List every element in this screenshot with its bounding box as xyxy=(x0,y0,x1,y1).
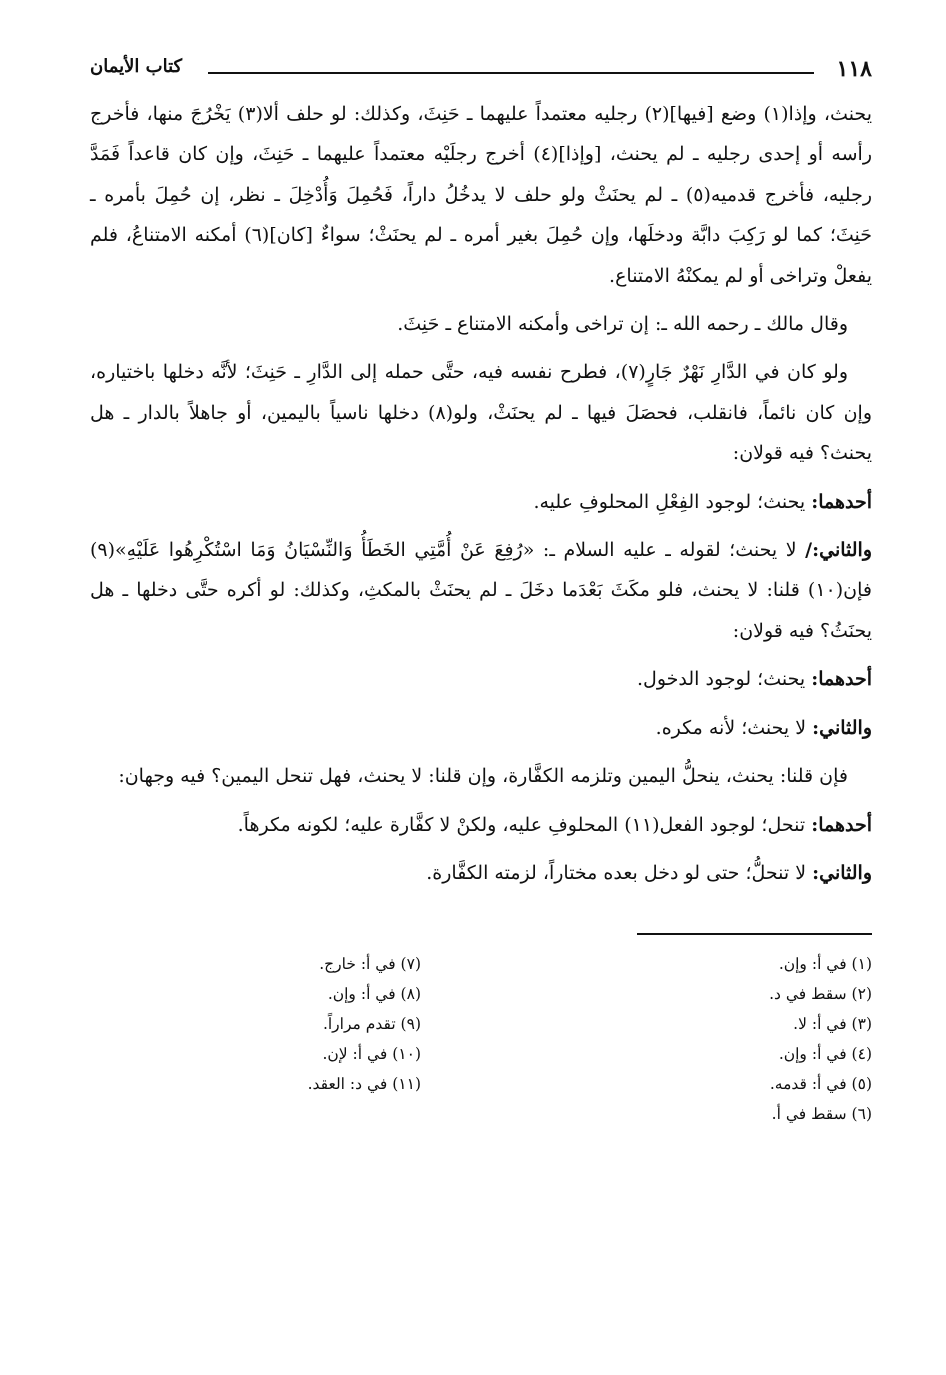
header-rule xyxy=(208,72,814,74)
footnotes-left-column xyxy=(90,949,421,1129)
paragraph-text: لا يحنث؛ لأنه مكره. xyxy=(655,716,813,739)
paragraph-text: يحنث؛ لوجود الدخول. xyxy=(637,668,812,691)
paragraph-text: لا يحنث؛ لقوله ـ عليه السلام ـ: «رُفِعَ عَنْ أُمَّتِي الخَطَأُ وَالنِّسْيَانُ وَمَا اسْتُكْرِهُوا عَلَيْهِ»(٩) فإن(١٠) قلنا: لا يحنث، فلو مكَثَ بَعْدَما دخَلَ ـ لم يحنَثْ بالمكثِ، وكذلك: لو أكره حتَّى دخلها ـ هل يحنَثُ؟ فيه قولان: xyxy=(90,539,872,642)
paragraph xyxy=(90,853,872,893)
paragraph-lead: والثاني: xyxy=(812,716,872,739)
paragraph-lead: والثاني:/ xyxy=(805,539,872,562)
page-number: ١١٨ xyxy=(836,56,872,82)
paragraph-text: وقال مالك ـ رحمه الله ـ: إن تراخى وأمكنه الامتناع ـ حَنِثَ. xyxy=(397,313,848,336)
paragraph xyxy=(90,756,872,796)
footnote: (٣) في أ: لا. xyxy=(793,1015,872,1034)
footnotes xyxy=(90,949,872,1129)
paragraph-text: ولو كان في الدَّارِ نَهْرٌ جَارٍ(٧)، فطرح نفسه فيه، حتَّى حمله إلى الدَّارِ ـ حَنِثَ؛ لأنَّه دخلها باختياره، وإن كان نائماً، فانقلب، فحصَلَ فيها ـ لم يحنَثْ، ولو(٨) دخلها ناسياً باليمين، أو جاهلاً بالدار ـ هل يحنث؟ فيه قولان: xyxy=(90,361,872,465)
footnote: (٨) في أ: وإن. xyxy=(327,985,421,1004)
footnote: (١) في أ: وإن. xyxy=(778,955,872,974)
paragraph-text: يحنث؛ لوجود الفِعْلِ المحلوفِ عليه. xyxy=(533,490,812,513)
paragraph-text: يحنث، وإذا(١) وضع [فيها](٢) رجليه معتمداً عليهما ـ حَنِثَ، وكذلك: لو حلف ألا(٣) يَخْرُجَ منها، فأخرج رأسه أو إحدى رجليه ـ لم يحنث، [وإذا](٤) أخرج رجلَيْه معتمداً عليهما ـ حَنِثَ، وإن كان قاعداً فَمَدَّ رجليه، فأخرج قدميه(٥) ـ لم يحنَثْ ولو حلف لا يدخُلُ داراً، فَحُمِلَ وَأُدْخِلَ ـ نظر، إن حُمِلَ بأمره ـ حَنِثَ؛ كما لو رَكِبَ دابَّة ودخلَها، وإن حُمِلَ بغير أمره ـ لم يحنَثْ؛ سواءٌ [كان](٦) أمكنه الامتناعُ، فلم يفعلْ وتراخى أو لم يمكنْهُ الامتناع. xyxy=(90,103,872,287)
paragraph-text: تنحل؛ لوجود الفعل(١١) المحلوفِ عليه، ولكنْ لا كفَّارة عليه؛ لكونه مكرهاً. xyxy=(237,813,812,836)
paragraph xyxy=(90,304,872,344)
paragraph-lead: والثاني: xyxy=(812,861,872,884)
footnote: (٦) سقط في أ. xyxy=(771,1105,872,1124)
paragraph xyxy=(90,659,872,699)
footnote: (٧) في أ: خارج. xyxy=(319,955,421,974)
running-header xyxy=(90,50,872,86)
book-title: كتاب الأيمان xyxy=(90,56,183,77)
paragraph-text: فإن قلنا: يحنث، ينحلُّ اليمين وتلزمه الكفَّارة، وإن قلنا: لا يحنث، فهل تنحل اليمين؟ فيه وجهان: xyxy=(118,765,848,788)
footnote: (٤) في أ: وإن. xyxy=(778,1045,872,1064)
paragraph xyxy=(90,708,872,748)
paragraph xyxy=(90,482,872,522)
paragraph xyxy=(90,352,872,473)
main-text xyxy=(90,94,872,893)
footnotes-right-column xyxy=(541,949,872,1129)
paragraph-lead: أحدهما: xyxy=(811,490,872,513)
paragraph xyxy=(90,530,872,651)
paragraph-text: لا تنحلُّ؛ حتى لو دخل بعده مختاراً، لزمته الكفَّارة. xyxy=(426,861,813,884)
paragraph xyxy=(90,805,872,845)
footnote: (٥) في أ: قدمه. xyxy=(769,1075,872,1094)
footnote-rule xyxy=(637,933,872,935)
paragraph xyxy=(90,94,872,296)
footnote: (١١) في د: العقد. xyxy=(307,1075,421,1094)
paragraph-lead: أحدهما: xyxy=(811,668,872,691)
footnote: (١٠) في أ: لإن. xyxy=(322,1045,421,1064)
paragraph-lead: أحدهما: xyxy=(811,813,872,836)
footnote: (٢) سقط في د. xyxy=(769,985,872,1004)
page xyxy=(90,50,872,1129)
footnote: (٩) تقدم مراراً. xyxy=(322,1015,421,1034)
